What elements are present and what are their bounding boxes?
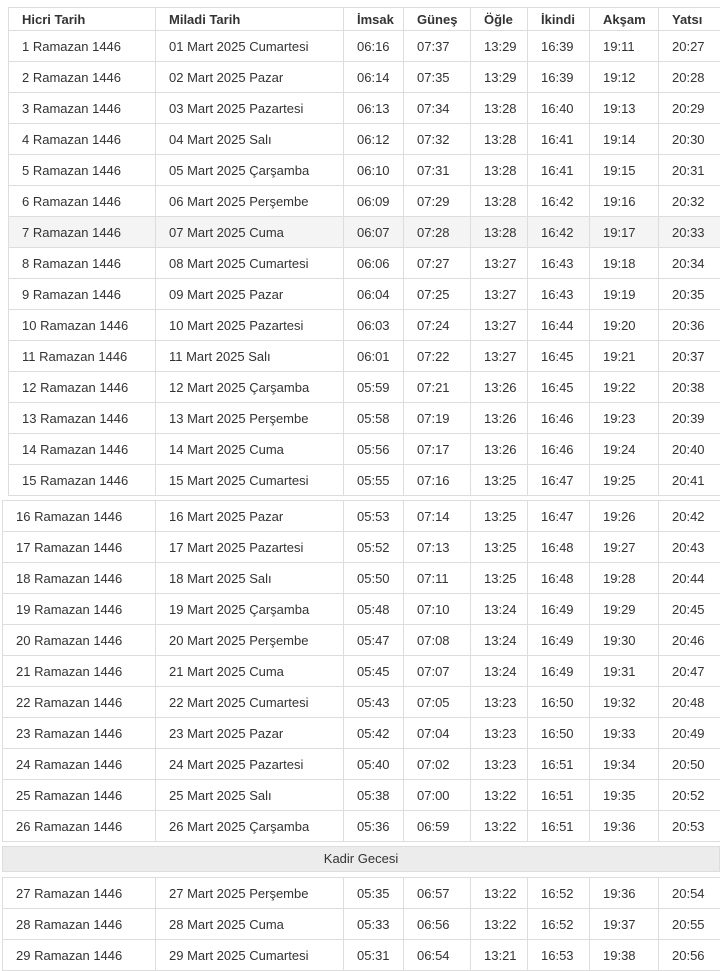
cell-hicri: 26 Ramazan 1446 bbox=[3, 811, 156, 842]
cell-miladi: 03 Mart 2025 Pazartesi bbox=[156, 93, 344, 124]
cell-yatsi: 20:54 bbox=[659, 878, 720, 909]
cell-aksam: 19:17 bbox=[590, 217, 659, 248]
cell-ikindi: 16:39 bbox=[528, 62, 590, 93]
cell-imsak: 05:48 bbox=[344, 594, 404, 625]
cell-gunes: 06:59 bbox=[404, 811, 471, 842]
cell-ikindi: 16:49 bbox=[528, 625, 590, 656]
cell-imsak: 05:35 bbox=[344, 878, 404, 909]
cell-ogle: 13:25 bbox=[471, 532, 528, 563]
cell-gunes: 07:19 bbox=[404, 403, 471, 434]
cell-gunes: 07:25 bbox=[404, 279, 471, 310]
cell-imsak: 05:42 bbox=[344, 718, 404, 749]
cell-imsak: 06:07 bbox=[344, 217, 404, 248]
cell-ogle: 13:23 bbox=[471, 749, 528, 780]
cell-miladi: 18 Mart 2025 Salı bbox=[156, 563, 344, 594]
cell-aksam: 19:19 bbox=[590, 279, 659, 310]
table-row bbox=[9, 248, 720, 279]
cell-gunes: 07:10 bbox=[404, 594, 471, 625]
cell-yatsi: 20:27 bbox=[659, 31, 720, 62]
cell-hicri: 8 Ramazan 1446 bbox=[9, 248, 156, 279]
table-row bbox=[3, 909, 720, 940]
cell-ogle: 13:22 bbox=[471, 909, 528, 940]
cell-aksam: 19:18 bbox=[590, 248, 659, 279]
cell-ogle: 13:24 bbox=[471, 656, 528, 687]
cell-yatsi: 20:55 bbox=[659, 909, 720, 940]
cell-imsak: 05:43 bbox=[344, 687, 404, 718]
table-row bbox=[9, 186, 720, 217]
cell-hicri: 12 Ramazan 1446 bbox=[9, 372, 156, 403]
cell-aksam: 19:13 bbox=[590, 93, 659, 124]
cell-aksam: 19:14 bbox=[590, 124, 659, 155]
cell-miladi: 15 Mart 2025 Cumartesi bbox=[156, 465, 344, 496]
cell-ikindi: 16:52 bbox=[528, 878, 590, 909]
table-row bbox=[9, 465, 720, 496]
cell-ikindi: 16:42 bbox=[528, 186, 590, 217]
cell-miladi: 27 Mart 2025 Perşembe bbox=[156, 878, 344, 909]
cell-aksam: 19:32 bbox=[590, 687, 659, 718]
cell-ogle: 13:28 bbox=[471, 155, 528, 186]
cell-yatsi: 20:29 bbox=[659, 93, 720, 124]
cell-imsak: 05:58 bbox=[344, 403, 404, 434]
cell-aksam: 19:29 bbox=[590, 594, 659, 625]
cell-hicri: 10 Ramazan 1446 bbox=[9, 310, 156, 341]
cell-ikindi: 16:43 bbox=[528, 279, 590, 310]
table-row bbox=[3, 625, 720, 656]
cell-hicri: 22 Ramazan 1446 bbox=[3, 687, 156, 718]
cell-hicri: 29 Ramazan 1446 bbox=[3, 940, 156, 971]
cell-miladi: 25 Mart 2025 Salı bbox=[156, 780, 344, 811]
cell-hicri: 11 Ramazan 1446 bbox=[9, 341, 156, 372]
cell-ikindi: 16:47 bbox=[528, 465, 590, 496]
table-row bbox=[3, 718, 720, 749]
table-row bbox=[3, 811, 720, 842]
cell-yatsi: 20:40 bbox=[659, 434, 720, 465]
cell-hicri: 18 Ramazan 1446 bbox=[3, 563, 156, 594]
cell-ogle: 13:22 bbox=[471, 811, 528, 842]
cell-yatsi: 20:52 bbox=[659, 780, 720, 811]
header-hicri-tarih: Hicri Tarih bbox=[9, 8, 156, 31]
cell-gunes: 07:04 bbox=[404, 718, 471, 749]
cell-ikindi: 16:40 bbox=[528, 93, 590, 124]
cell-ikindi: 16:50 bbox=[528, 718, 590, 749]
cell-gunes: 07:17 bbox=[404, 434, 471, 465]
prayer-times-table-part-1 bbox=[8, 7, 720, 496]
cell-aksam: 19:11 bbox=[590, 31, 659, 62]
cell-hicri: 25 Ramazan 1446 bbox=[3, 780, 156, 811]
table-row bbox=[3, 532, 720, 563]
cell-gunes: 07:28 bbox=[404, 217, 471, 248]
cell-aksam: 19:16 bbox=[590, 186, 659, 217]
cell-miladi: 28 Mart 2025 Cuma bbox=[156, 909, 344, 940]
cell-imsak: 06:12 bbox=[344, 124, 404, 155]
cell-imsak: 06:10 bbox=[344, 155, 404, 186]
cell-yatsi: 20:49 bbox=[659, 718, 720, 749]
cell-yatsi: 20:38 bbox=[659, 372, 720, 403]
cell-imsak: 06:14 bbox=[344, 62, 404, 93]
cell-hicri: 24 Ramazan 1446 bbox=[3, 749, 156, 780]
cell-imsak: 05:45 bbox=[344, 656, 404, 687]
cell-miladi: 12 Mart 2025 Çarşamba bbox=[156, 372, 344, 403]
cell-aksam: 19:35 bbox=[590, 780, 659, 811]
table-body-rows-1-15 bbox=[9, 31, 720, 496]
cell-gunes: 07:14 bbox=[404, 501, 471, 532]
table-body-rows-16-26 bbox=[3, 501, 720, 842]
cell-ikindi: 16:48 bbox=[528, 532, 590, 563]
cell-aksam: 19:23 bbox=[590, 403, 659, 434]
cell-hicri: 3 Ramazan 1446 bbox=[9, 93, 156, 124]
cell-miladi: 07 Mart 2025 Cuma bbox=[156, 217, 344, 248]
cell-hicri: 21 Ramazan 1446 bbox=[3, 656, 156, 687]
cell-hicri: 14 Ramazan 1446 bbox=[9, 434, 156, 465]
cell-miladi: 16 Mart 2025 Pazar bbox=[156, 501, 344, 532]
cell-hicri: 20 Ramazan 1446 bbox=[3, 625, 156, 656]
cell-yatsi: 20:50 bbox=[659, 749, 720, 780]
cell-gunes: 07:27 bbox=[404, 248, 471, 279]
cell-gunes: 07:35 bbox=[404, 62, 471, 93]
cell-gunes: 07:31 bbox=[404, 155, 471, 186]
cell-gunes: 07:00 bbox=[404, 780, 471, 811]
cell-ogle: 13:22 bbox=[471, 780, 528, 811]
cell-aksam: 19:25 bbox=[590, 465, 659, 496]
cell-imsak: 05:36 bbox=[344, 811, 404, 842]
table-row bbox=[9, 372, 720, 403]
cell-miladi: 08 Mart 2025 Cumartesi bbox=[156, 248, 344, 279]
cell-miladi: 29 Mart 2025 Cumartesi bbox=[156, 940, 344, 971]
cell-gunes: 06:56 bbox=[404, 909, 471, 940]
table-row bbox=[3, 940, 720, 971]
cell-imsak: 06:01 bbox=[344, 341, 404, 372]
cell-aksam: 19:20 bbox=[590, 310, 659, 341]
cell-yatsi: 20:28 bbox=[659, 62, 720, 93]
cell-imsak: 05:53 bbox=[344, 501, 404, 532]
cell-yatsi: 20:32 bbox=[659, 186, 720, 217]
cell-gunes: 06:54 bbox=[404, 940, 471, 971]
cell-ogle: 13:28 bbox=[471, 186, 528, 217]
cell-imsak: 05:38 bbox=[344, 780, 404, 811]
cell-gunes: 07:37 bbox=[404, 31, 471, 62]
cell-imsak: 05:56 bbox=[344, 434, 404, 465]
cell-yatsi: 20:45 bbox=[659, 594, 720, 625]
cell-ogle: 13:27 bbox=[471, 248, 528, 279]
table-row bbox=[3, 563, 720, 594]
cell-hicri: 19 Ramazan 1446 bbox=[3, 594, 156, 625]
cell-ikindi: 16:41 bbox=[528, 124, 590, 155]
table-row bbox=[9, 279, 720, 310]
cell-yatsi: 20:37 bbox=[659, 341, 720, 372]
cell-aksam: 19:36 bbox=[590, 811, 659, 842]
header-ikindi: İkindi bbox=[528, 8, 590, 31]
table-row bbox=[9, 310, 720, 341]
cell-miladi: 26 Mart 2025 Çarşamba bbox=[156, 811, 344, 842]
cell-ogle: 13:28 bbox=[471, 124, 528, 155]
cell-aksam: 19:36 bbox=[590, 878, 659, 909]
cell-gunes: 07:02 bbox=[404, 749, 471, 780]
cell-aksam: 19:15 bbox=[590, 155, 659, 186]
prayer-times-table-part-3 bbox=[2, 877, 720, 971]
prayer-times-page bbox=[0, 7, 720, 971]
cell-yatsi: 20:31 bbox=[659, 155, 720, 186]
cell-imsak: 05:59 bbox=[344, 372, 404, 403]
cell-gunes: 07:32 bbox=[404, 124, 471, 155]
cell-ogle: 13:27 bbox=[471, 341, 528, 372]
cell-miladi: 05 Mart 2025 Çarşamba bbox=[156, 155, 344, 186]
cell-aksam: 19:24 bbox=[590, 434, 659, 465]
cell-yatsi: 20:48 bbox=[659, 687, 720, 718]
cell-ikindi: 16:45 bbox=[528, 372, 590, 403]
cell-imsak: 06:16 bbox=[344, 31, 404, 62]
cell-miladi: 14 Mart 2025 Cuma bbox=[156, 434, 344, 465]
table-row bbox=[9, 62, 720, 93]
cell-ogle: 13:29 bbox=[471, 62, 528, 93]
cell-yatsi: 20:33 bbox=[659, 217, 720, 248]
cell-yatsi: 20:39 bbox=[659, 403, 720, 434]
cell-aksam: 19:28 bbox=[590, 563, 659, 594]
table-row bbox=[9, 155, 720, 186]
header-ogle: Öğle bbox=[471, 8, 528, 31]
header-imsak: İmsak bbox=[344, 8, 404, 31]
cell-miladi: 24 Mart 2025 Pazartesi bbox=[156, 749, 344, 780]
cell-imsak: 06:03 bbox=[344, 310, 404, 341]
cell-hicri: 5 Ramazan 1446 bbox=[9, 155, 156, 186]
cell-yatsi: 20:41 bbox=[659, 465, 720, 496]
kadir-gecesi-banner: Kadir Gecesi bbox=[2, 846, 720, 872]
table-row bbox=[3, 594, 720, 625]
cell-yatsi: 20:35 bbox=[659, 279, 720, 310]
cell-hicri: 23 Ramazan 1446 bbox=[3, 718, 156, 749]
cell-ikindi: 16:45 bbox=[528, 341, 590, 372]
cell-ogle: 13:26 bbox=[471, 403, 528, 434]
cell-ikindi: 16:46 bbox=[528, 434, 590, 465]
cell-hicri: 27 Ramazan 1446 bbox=[3, 878, 156, 909]
cell-ikindi: 16:49 bbox=[528, 656, 590, 687]
cell-ikindi: 16:41 bbox=[528, 155, 590, 186]
cell-yatsi: 20:47 bbox=[659, 656, 720, 687]
cell-ikindi: 16:49 bbox=[528, 594, 590, 625]
cell-ogle: 13:21 bbox=[471, 940, 528, 971]
cell-ogle: 13:25 bbox=[471, 501, 528, 532]
cell-ogle: 13:25 bbox=[471, 465, 528, 496]
cell-miladi: 22 Mart 2025 Cumartesi bbox=[156, 687, 344, 718]
cell-ikindi: 16:42 bbox=[528, 217, 590, 248]
cell-ikindi: 16:51 bbox=[528, 749, 590, 780]
cell-hicri: 7 Ramazan 1446 bbox=[9, 217, 156, 248]
cell-gunes: 07:13 bbox=[404, 532, 471, 563]
cell-gunes: 07:22 bbox=[404, 341, 471, 372]
table-row bbox=[9, 124, 720, 155]
cell-ikindi: 16:46 bbox=[528, 403, 590, 434]
cell-imsak: 06:04 bbox=[344, 279, 404, 310]
cell-imsak: 06:06 bbox=[344, 248, 404, 279]
cell-miladi: 23 Mart 2025 Pazar bbox=[156, 718, 344, 749]
cell-aksam: 19:37 bbox=[590, 909, 659, 940]
cell-ikindi: 16:39 bbox=[528, 31, 590, 62]
cell-ogle: 13:22 bbox=[471, 878, 528, 909]
cell-aksam: 19:33 bbox=[590, 718, 659, 749]
cell-gunes: 07:34 bbox=[404, 93, 471, 124]
table-row bbox=[3, 687, 720, 718]
cell-gunes: 07:07 bbox=[404, 656, 471, 687]
cell-imsak: 05:33 bbox=[344, 909, 404, 940]
cell-miladi: 11 Mart 2025 Salı bbox=[156, 341, 344, 372]
table-row bbox=[9, 341, 720, 372]
cell-aksam: 19:12 bbox=[590, 62, 659, 93]
cell-miladi: 04 Mart 2025 Salı bbox=[156, 124, 344, 155]
cell-miladi: 21 Mart 2025 Cuma bbox=[156, 656, 344, 687]
table-row bbox=[9, 434, 720, 465]
cell-imsak: 06:13 bbox=[344, 93, 404, 124]
cell-imsak: 05:47 bbox=[344, 625, 404, 656]
cell-hicri: 9 Ramazan 1446 bbox=[9, 279, 156, 310]
cell-yatsi: 20:42 bbox=[659, 501, 720, 532]
cell-ikindi: 16:52 bbox=[528, 909, 590, 940]
cell-yatsi: 20:34 bbox=[659, 248, 720, 279]
cell-hicri: 4 Ramazan 1446 bbox=[9, 124, 156, 155]
table-row bbox=[3, 749, 720, 780]
cell-ogle: 13:26 bbox=[471, 372, 528, 403]
cell-miladi: 09 Mart 2025 Pazar bbox=[156, 279, 344, 310]
cell-aksam: 19:34 bbox=[590, 749, 659, 780]
cell-imsak: 05:40 bbox=[344, 749, 404, 780]
cell-ikindi: 16:50 bbox=[528, 687, 590, 718]
cell-miladi: 20 Mart 2025 Perşembe bbox=[156, 625, 344, 656]
cell-imsak: 05:31 bbox=[344, 940, 404, 971]
cell-gunes: 07:29 bbox=[404, 186, 471, 217]
table-row bbox=[3, 878, 720, 909]
cell-imsak: 05:55 bbox=[344, 465, 404, 496]
cell-ikindi: 16:51 bbox=[528, 811, 590, 842]
cell-gunes: 07:16 bbox=[404, 465, 471, 496]
cell-aksam: 19:31 bbox=[590, 656, 659, 687]
cell-gunes: 07:21 bbox=[404, 372, 471, 403]
table-row bbox=[9, 403, 720, 434]
cell-aksam: 19:21 bbox=[590, 341, 659, 372]
cell-miladi: 19 Mart 2025 Çarşamba bbox=[156, 594, 344, 625]
cell-ogle: 13:27 bbox=[471, 279, 528, 310]
cell-ogle: 13:24 bbox=[471, 594, 528, 625]
cell-miladi: 01 Mart 2025 Cumartesi bbox=[156, 31, 344, 62]
cell-ikindi: 16:43 bbox=[528, 248, 590, 279]
cell-yatsi: 20:43 bbox=[659, 532, 720, 563]
cell-ogle: 13:26 bbox=[471, 434, 528, 465]
cell-yatsi: 20:46 bbox=[659, 625, 720, 656]
cell-gunes: 07:08 bbox=[404, 625, 471, 656]
cell-hicri: 15 Ramazan 1446 bbox=[9, 465, 156, 496]
cell-aksam: 19:22 bbox=[590, 372, 659, 403]
cell-imsak: 06:09 bbox=[344, 186, 404, 217]
cell-gunes: 07:11 bbox=[404, 563, 471, 594]
cell-hicri: 13 Ramazan 1446 bbox=[9, 403, 156, 434]
table-header bbox=[9, 8, 720, 31]
prayer-times-table-part-2 bbox=[2, 500, 720, 842]
cell-ikindi: 16:47 bbox=[528, 501, 590, 532]
cell-ikindi: 16:51 bbox=[528, 780, 590, 811]
cell-ogle: 13:27 bbox=[471, 310, 528, 341]
cell-miladi: 06 Mart 2025 Perşembe bbox=[156, 186, 344, 217]
cell-yatsi: 20:36 bbox=[659, 310, 720, 341]
cell-aksam: 19:26 bbox=[590, 501, 659, 532]
table-row bbox=[3, 656, 720, 687]
cell-gunes: 07:24 bbox=[404, 310, 471, 341]
cell-aksam: 19:27 bbox=[590, 532, 659, 563]
cell-miladi: 17 Mart 2025 Pazartesi bbox=[156, 532, 344, 563]
cell-imsak: 05:52 bbox=[344, 532, 404, 563]
cell-hicri: 16 Ramazan 1446 bbox=[3, 501, 156, 532]
cell-miladi: 13 Mart 2025 Perşembe bbox=[156, 403, 344, 434]
cell-ogle: 13:23 bbox=[471, 687, 528, 718]
cell-ikindi: 16:44 bbox=[528, 310, 590, 341]
table-row bbox=[3, 780, 720, 811]
cell-ikindi: 16:53 bbox=[528, 940, 590, 971]
table-body-rows-27-29 bbox=[3, 878, 720, 971]
cell-hicri: 28 Ramazan 1446 bbox=[3, 909, 156, 940]
header-aksam: Akşam bbox=[590, 8, 659, 31]
cell-hicri: 6 Ramazan 1446 bbox=[9, 186, 156, 217]
table-row bbox=[3, 501, 720, 532]
cell-yatsi: 20:30 bbox=[659, 124, 720, 155]
header-gunes: Güneş bbox=[404, 8, 471, 31]
cell-ogle: 13:23 bbox=[471, 718, 528, 749]
cell-miladi: 02 Mart 2025 Pazar bbox=[156, 62, 344, 93]
header-row bbox=[9, 8, 720, 31]
cell-ogle: 13:25 bbox=[471, 563, 528, 594]
cell-miladi: 10 Mart 2025 Pazartesi bbox=[156, 310, 344, 341]
cell-gunes: 07:05 bbox=[404, 687, 471, 718]
cell-ogle: 13:28 bbox=[471, 217, 528, 248]
cell-yatsi: 20:53 bbox=[659, 811, 720, 842]
cell-ogle: 13:29 bbox=[471, 31, 528, 62]
cell-aksam: 19:38 bbox=[590, 940, 659, 971]
cell-hicri: 1 Ramazan 1446 bbox=[9, 31, 156, 62]
cell-yatsi: 20:44 bbox=[659, 563, 720, 594]
cell-ogle: 13:24 bbox=[471, 625, 528, 656]
cell-hicri: 17 Ramazan 1446 bbox=[3, 532, 156, 563]
table-row bbox=[9, 31, 720, 62]
cell-gunes: 06:57 bbox=[404, 878, 471, 909]
cell-hicri: 2 Ramazan 1446 bbox=[9, 62, 156, 93]
cell-yatsi: 20:56 bbox=[659, 940, 720, 971]
header-miladi-tarih: Miladi Tarih bbox=[156, 8, 344, 31]
table-row bbox=[9, 93, 720, 124]
cell-ogle: 13:28 bbox=[471, 93, 528, 124]
header-yatsi: Yatsı bbox=[659, 8, 720, 31]
cell-imsak: 05:50 bbox=[344, 563, 404, 594]
table-row bbox=[9, 217, 720, 248]
cell-ikindi: 16:48 bbox=[528, 563, 590, 594]
cell-aksam: 19:30 bbox=[590, 625, 659, 656]
